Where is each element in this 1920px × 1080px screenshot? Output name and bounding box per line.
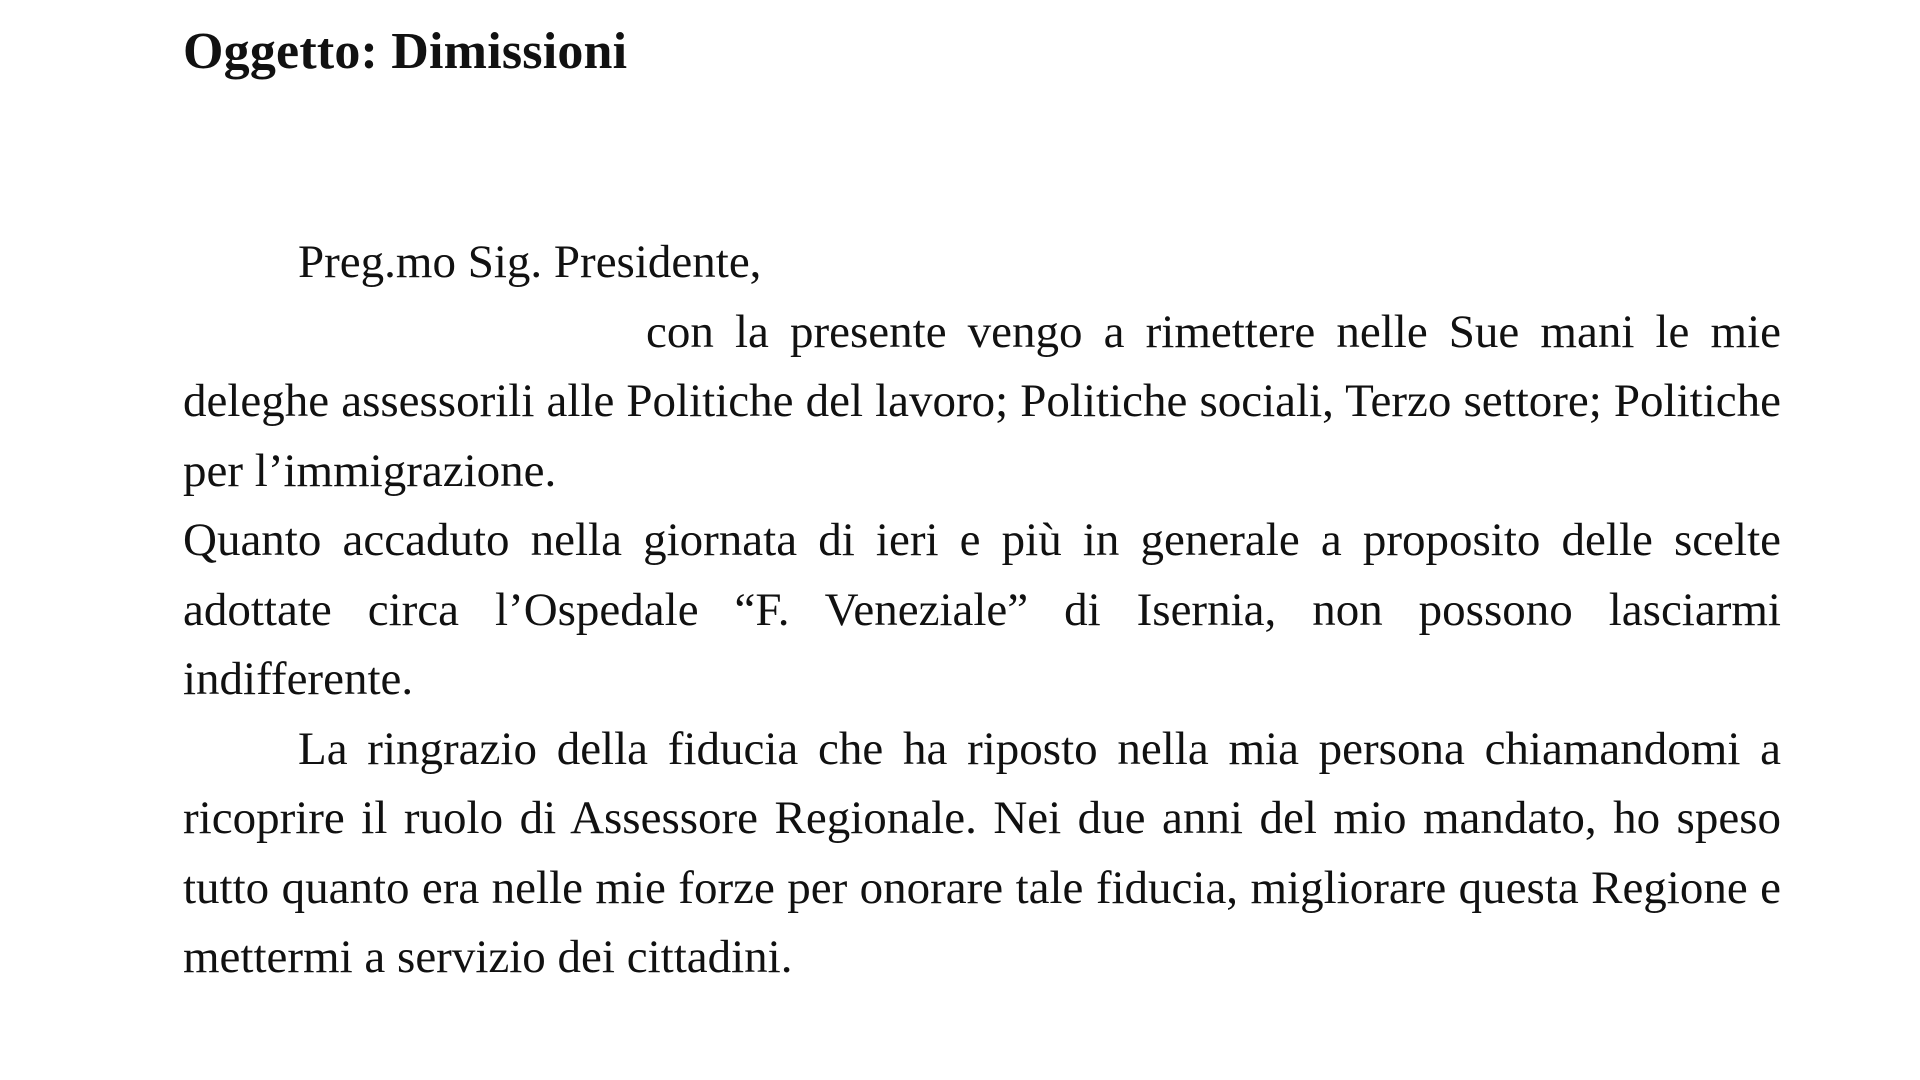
letter-body: [183, 228, 1781, 993]
paragraph-resignation: con la presente vengo a rimettere nelle Sue mani le mie deleghe assessorili alle Politiche del lavoro; Politiche sociali, Terzo settore; Politiche per l’immigrazione.: [183, 305, 1781, 497]
paragraph-reason: Quanto accaduto nella giornata di ieri e più in generale a proposito delle scelte adottate circa l’Ospedale “F. Veneziale” di Isernia, non possono lasciarmi indifferente.: [183, 514, 1781, 705]
letter-salutation: Preg.mo Sig. Presidente,: [298, 236, 762, 288]
paragraph-thanks: La ringrazio della fiducia che ha riposto nella mia persona chiamandomi a ricoprire il ruolo di Assessore Regionale. Nei due anni del mio mandato, ho speso tutto quanto era nelle mie forze per onorare tale fiducia, migliorare questa Regione e mettermi a servizio dei cittadini.: [183, 722, 1781, 983]
letter-subject: Oggetto: Dimissioni: [183, 23, 628, 80]
